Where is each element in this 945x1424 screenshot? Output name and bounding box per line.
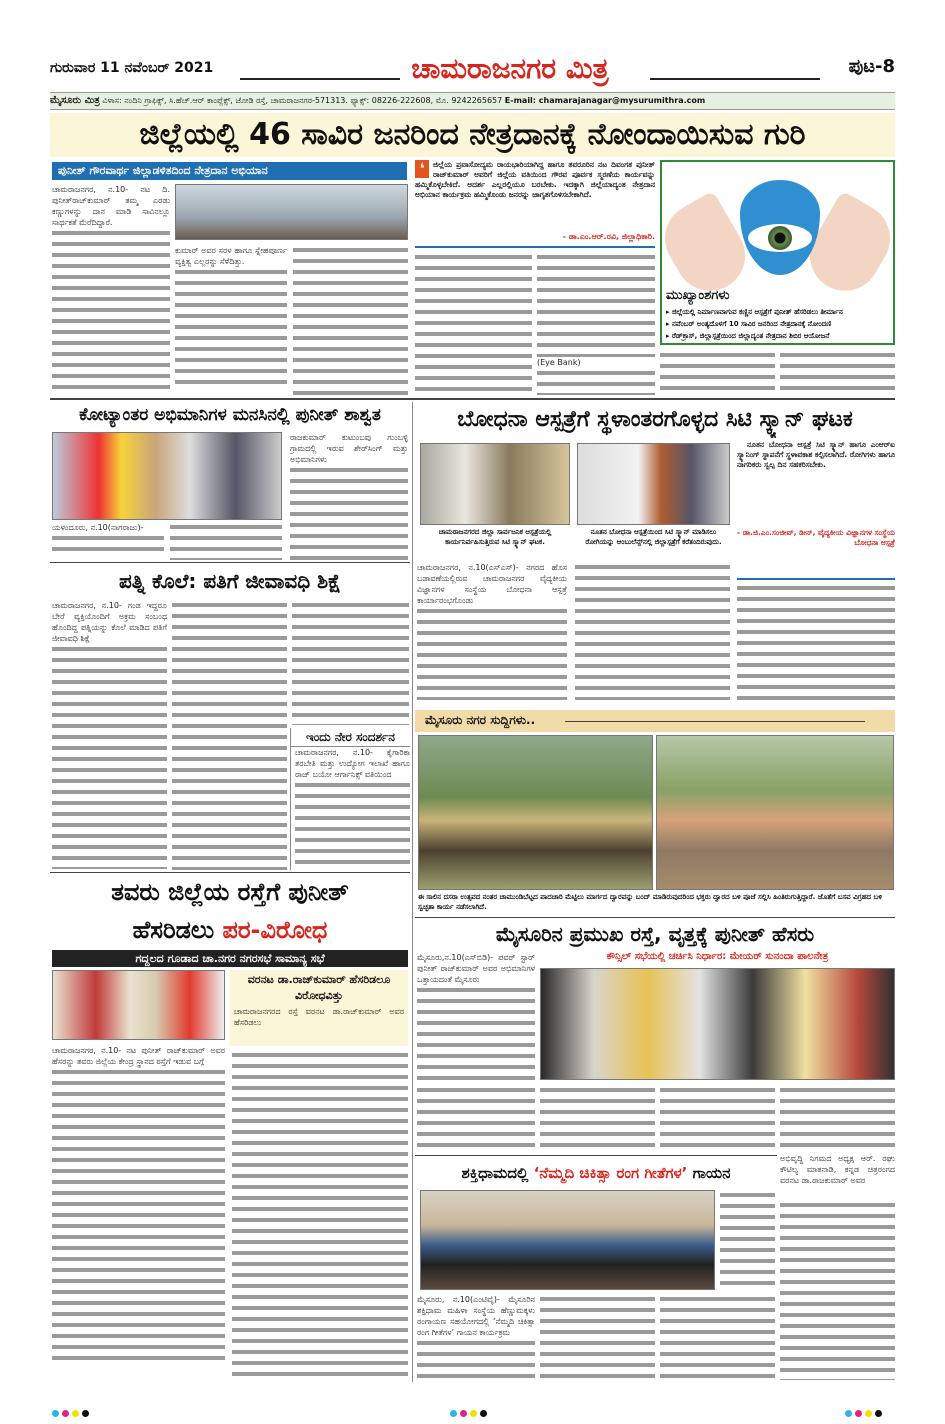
story3-headline: ಬೋಧನಾ ಆಸ್ಪತ್ರೆಗೆ ಸ್ಥಳಾಂತರಗೊಳ್ಳದ ಸಿಟಿ ಸ್ಕ್ಯಾನ್ ಘಟಕ: [457, 407, 853, 432]
headline-part: ಹೆಸರಿಡಲು: [132, 916, 215, 944]
story5-body-text: ಚಾಮರಾಜನಗರ, ನ.10- ನಟ ಪುನೀತ್ ರಾಜ್‌ಕುಮಾರ್ ಅವರ ಹೆಸರನ್ನು ತವರು ಜಿಲ್ಲೆಯ ಕೇಂದ್ರ ಸ್ಥಾನದ ರಸ್ತೆಗೆ ಇಡುವ ಬಗ್ಗೆ: [52, 1046, 225, 1066]
lead-right-col-1: [660, 350, 775, 395]
story6-col-5: [780, 1085, 895, 1151]
box-body: ಚಾಮರಾಜನಗರದ ರಸ್ತೆ ವರನಟ ಡಾ.ರಾಜ್‌ಕುಮಾರ್ ಅವರ ಹೆಸರಿಡಲು: [234, 1007, 404, 1027]
highlights-title: ಮುಖ್ಯಾಂಶಗಳು: [666, 288, 730, 303]
story4-col-3: [292, 600, 409, 725]
page-number: ಪುಟ-8: [848, 56, 895, 77]
lead-body2-text: ಕುಮಾರ್ ಅವರ ಸರಳ ಹಾಗೂ ಸ್ನೇಹಪೂರ್ಣ ವ್ಯಕ್ತಿತ್ವ ಎಲ್ಲರನ್ನು ಸೆಳೆದಿತ್ತು.: [175, 246, 287, 266]
highlight-text: ನವೆಂಬರ್ ಅಂತ್ಯದೊಳಗೆ 10 ಸಾವಿರ ಜನರಿಂದ ನೇತ್ರದಾನಕ್ಕೆ ನೋಂದಣಿ: [671, 320, 832, 328]
headline-part-red: ‘ನೆಮ್ಮದಿ ಚಿಕಿತ್ಸಾ ರಂಗ ಗೀತೆಗಳ’: [533, 1164, 688, 1182]
story6-col-2: [417, 1085, 535, 1150]
council-meeting-photo: [540, 968, 895, 1080]
nandi-steps-photo: [656, 735, 894, 890]
story7-col-2: [540, 1294, 655, 1382]
section-title: ಮೈಸೂರು ನಗರ ಸುದ್ದಿಗಳು..: [425, 713, 536, 727]
tribute-photo: [52, 432, 282, 520]
address: ವಿಳಾಸ: ನಂದಿನಿ ಗ್ರಾಫಿಕ್ಸ್, ಸಿ.ಹೆಚ್.ಆರ್ ಕಾಂಪ್ಲೆಕ್ಸ್, ಜೋಡಿ ರಸ್ತೆ, ಚಾಮರಾಜನಗರ-571313. ಫ್ಯಾಕ್ಸ್: 08226-222608, ಮೊ. 9242265657: [102, 96, 503, 105]
headline-part-red: ಪರ-ವಿರೋಧ: [222, 916, 328, 944]
singing-event-photo: [420, 1190, 715, 1290]
story2-body: [290, 432, 408, 560]
story3-col-3: [737, 583, 895, 700]
story2-body-text: ರಾಜಕುಮಾರ್ ಕುಟುಂಬವು ಗುಂಬಳ್ಳಿ ಗ್ರಾಮದಲ್ಲಿ ಇರುವ ಶೇರ್‌ಸಿಂಗ್ ಮತ್ತು ಅಭಿಮಾನಿಗಳು: [290, 433, 408, 464]
box-title: ವರನಟ ಡಾ.ರಾಜ್‌ಕುಮಾರ್ ಹೆಸರಿಡಲೂ ವಿರೋಧವಿತ್ತು: [247, 973, 391, 1002]
ct-scan-unit-photo: [420, 443, 570, 525]
quote-icon: ❛: [415, 160, 429, 178]
story5-col-2: [232, 1050, 408, 1380]
highlight-item: ▸ ಜಿಲ್ಲೆಯಲ್ಲಿ ನಿರ್ಮಾಣವಾಗುವ ಕಣ್ಣಿನ ಆಸ್ಪತ್ರೆಗೆ ಪುನೀತ್ ಹೆಸರಿಡಲು ತೀರ್ಮಾನ: [666, 308, 843, 316]
lead-headline: ಜಿಲ್ಲೆಯಲ್ಲಿ 46 ಸಾವಿರ ಜನರಿಂದ ನೇತ್ರದಾನಕ್ಕೆ ನೋಂದಾಯಿಸುವ ಗುರಿ: [50, 113, 895, 157]
story2-col-2: [170, 522, 282, 560]
story6-col-5-cont: [780, 1200, 895, 1380]
quote-text: ಜಿಲ್ಲೆಯ ಪ್ರವಾಸೋದ್ಯಮ ರಾಯಭಾರಿಯಾಗಿದ್ದ ಹಾಗೂ ತವರೂರಿನ ನಟ ದಿವಂಗತ ಪುನೀತ್ ರಾಜ್‌ಕುಮಾರ್ ಅವರಿಗೆ ಜಿಲ್ಲೆಯ ವತಿಯಿಂದ ಗೌರವ ಪೂರ್ವಕ ಸ್ಮರಣೆಯ ಕಾರ್ಯವನ್ನು ಹಮ್ಮಿಕೊಳ್ಳಬೇಕಿದೆ. ಅದರ್ಶ ಎಲ್ಲರಲ್ಲಿಯೂ ಬರಬೇಕು. ಇದಕ್ಕಾಗಿ ಜಿಲ್ಲೆಯಾದ್ಯಂತ ನೇತ್ರದಾನ ಅಭಿಯಾನ ಕಾರ್ಯಕ್ರಮ ಹಮ್ಮಿಕೊಂಡು ಜನರನ್ನು ಜಾಗೃತಗೊಳಿಸಬೇಕಾಗಿದೆ.: [415, 160, 655, 199]
story4-col-2: [172, 600, 287, 870]
lead-body-2: [175, 245, 287, 395]
mysuru-section-bar: [415, 710, 895, 732]
story2-headline: ಕೋಟ್ಯಾಂತರ ಅಭಿಮಾನಿಗಳ ಮನಸಿನಲ್ಲಿ ಪುನೀತ್ ಶಾಶ್ವತ: [79, 405, 381, 425]
side-text: ಅಭಿವೃದ್ಧಿ ನಿಗಮದ ಅಧ್ಯಕ್ಷ ಆರ್. ರಘು ಕೌಟಿಲ್ಯ ಮಾತನಾಡಿ, ಕನ್ನಡ ಚಿತ್ರರಂಗದ ವರನಟ ಡಾ.ರಾಜಕುಮಾರ್ ಅವರ: [780, 1154, 895, 1185]
quote-author: - ಡಾ.ಎಂ.ಆರ್.ರವಿ, ಜಿಲ್ಲಾಧಿಕಾರಿ.: [562, 232, 655, 241]
headline-part: ಶಕ್ತಿಧಾಮದಲ್ಲಿ: [461, 1164, 529, 1182]
quote-author: - ಡಾ.ಜಿ.ಎಂ.ಸಂಜೀವ್, ಡೀನ್, ವೈದ್ಯಕೀಯ ವಿಜ್ಞಾನಗಳ ಸಂಸ್ಥೆಯ ಬೋಧನಾ ಆಸ್ಪತ್ರೆ: [737, 528, 895, 547]
lead-subhead: ಪುನೀತ್ ಗೌರವಾರ್ಥ ಜಿಲ್ಲಾಡಳಿತದಿಂದ ನೇತ್ರದಾನ ಅಭಿಯಾನ: [52, 162, 407, 180]
highlight-text: ರೆಡ್‌ಕ್ರಾಸ್, ಜಿಲ್ಲಾಸ್ಪತ್ರೆಯಿಂದ ಜಿಲ್ಲಾದ್ಯಂತ ನೇತ್ರದಾನ ಶಿಬಿರ ಆಯೋಜನೆ: [671, 332, 830, 340]
story3-quote: [737, 440, 895, 575]
highlights-box: [660, 160, 895, 345]
story5-bar: ಗದ್ದಲದ ಗೂಡಾದ ಚಾ.ನಗರ ನಗರಸಭೆ ಸಾಮಾನ್ಯ ಸಭೆ: [52, 950, 408, 967]
lead-right-col-2: [780, 350, 895, 395]
quote-block: [415, 160, 655, 230]
ambulance-photo: [577, 443, 730, 525]
lead-middle-col-2: [537, 252, 655, 395]
story7-col-3: [660, 1294, 775, 1382]
highlight-item: ▸ ರೆಡ್‌ಕ್ರಾಸ್, ಜಿಲ್ಲಾಸ್ಪತ್ರೆಯಿಂದ ಜಿಲ್ಲಾದ್ಯಂತ ನೇತ್ರದಾನ ಶಿಬಿರ ಆಯೋಜನೆ: [666, 332, 830, 340]
highlight-item: ▸ ನವೆಂಬರ್ ಅಂತ್ಯದೊಳಗೆ 10 ಸಾವಿರ ಜನರಿಂದ ನೇತ್ರದಾನಕ್ಕೆ ನೋಂದಣಿ: [666, 320, 832, 328]
lead-body-3: [293, 245, 408, 395]
story7-body-text: ಮೈಸೂರು, ನ.10(ಎಂಟಿವೈ)- ಮೈಸೂರಿನ ಶಕ್ತಿಧಾಮ ಮಹಿಳಾ ಸಂಸ್ಥೆಯ ಹೆಣ್ಣುಮಕ್ಕಳು ರಂಗಾಯಣ ಸಹಯೋಗದಲ್ಲಿ ‘ನೆಮ್ಮದಿ ಚಿಕಿತ್ಸಾ ರಂಗ ಗೀತೆಗಳ’ ಗಾಯನ ಕಾರ್ಯಕ್ರಮ: [417, 1295, 535, 1337]
story6-side-text: [780, 1153, 895, 1197]
story7-headline: [415, 1158, 777, 1188]
story6-headline: ಮೈಸೂರಿನ ಪ್ರಮುಖ ರಸ್ತೆ, ವೃತ್ತಕ್ಕೆ ಪುನೀತ್ ಹೆಸರು: [495, 922, 815, 946]
story6-subhead: ಕೌನ್ಸಿಲ್ ಸಭೆಯಲ್ಲಿ ಚರ್ಚಿಸಿ ನಿರ್ಧಾರ: ಮೇಯರ್ ಸುನಂದಾ ಪಾಲನೇತ್ರ: [606, 951, 829, 962]
meeting-photo: [175, 184, 408, 240]
story6-body-text: ಮೈಸೂರು,ನ.10(ಎಸ್‌ಬಿಡಿ)- ಪವರ್ ಸ್ಟಾರ್ ಪುನೀತ್ ರಾಜ್‌ಕುಮಾರ್ ಅವರ ಅಭಿಮಾನಿಗಳ ಒತ್ತಾಯದಂತೆ ಮೈಸೂರು: [417, 953, 535, 984]
eye-bank-label: (Eye Bank): [537, 358, 581, 367]
story5-headline-line2: [50, 912, 410, 948]
quote-text: ನೂತನ ಬೋಧನಾ ಆಸ್ಪತ್ರೆ ಸಿಟಿ ಸ್ಕ್ಯಾನ್ ಹಾಗೂ ಎಂಆರ್‌ಐ ಸ್ಕ್ಯಾನಿಂಗ್ ಸ್ಥಾಪನೆಗೆ ಸ್ಥಳಾವಕಾಶ ಕಲ್ಪಿಸಲಾಗಿದೆ. ರೋಗಿಗಳು ಹಾಗೂ ನಾಗರಿಕರು ಸ್ವಲ್ಪ ದಿನ ಸಹಕರಿಸಬೇಕು.: [737, 440, 895, 469]
registration-marks-left: [52, 1402, 92, 1421]
story5-headline-line1: ತವರು ಜಿಲ್ಲೆಯ ರಸ್ತೆಗೆ ಪುನೀತ್: [111, 878, 349, 906]
caption-ambulance: ನೂತನ ಬೋಧನಾ ಆಸ್ಪತ್ರೆಯಿಂದ ಸಿಟಿ ಸ್ಕ್ಯಾನ್ ಮಾಡಿಸಲು ರೋಗಿಯನ್ನು ಆಂಬುಲೆನ್ಸ್‌ನಲ್ಲಿ ಜಿಲ್ಲಾಸ್ಪತ್ರೆಗೆ ಕರೆತಂದಿರುವುದು.: [585, 528, 722, 546]
story3-body-text: ಚಾಮರಾಜನಗರ, ನ.10(ಎಸ್‌ಎಸ್)- ನಗರದ ಹೊಸ ಬಡಾವಣೆಯಲ್ಲಿರುವ ಚಾಮರಾಜನಗರ ವೈದ್ಯಕೀಯ ವಿಜ್ಞಾನಗಳ ಸಂಸ್ಥೆಯ ಬೋಧನಾ ಆಸ್ಪತ್ರೆ ಕಾರ್ಯಾರಂಭಗೊಂಡು: [417, 563, 567, 605]
brand: ಮೈಸೂರು ಮಿತ್ರ: [50, 95, 100, 106]
highlight-text: ಜಿಲ್ಲೆಯಲ್ಲಿ ನಿರ್ಮಾಣವಾಗುವ ಕಣ್ಣಿನ ಆಸ್ಪತ್ರೆಗೆ ಪುನೀತ್ ಹೆಸರಿಡಲು ತೀರ್ಮಾನ: [671, 308, 843, 316]
story4-col-1: [52, 600, 167, 870]
masthead: [50, 52, 895, 92]
mysuru-caption: ಈ ಸಾಲಿನ ದಸರಾ ಉತ್ಸವದ ನಂತರ ಚಾಮುಂಡಿಬೆಟ್ಟದ ಪಾದಚಾರಿ ಮೆಟ್ಟಿಲು ಮಾರ್ಗದ ದ್ವಾರವನ್ನು ಬಂದ್ ಮಾಡಿರುವುದರಿಂದ ಭಕ್ತರು ದ್ವಾರದ ಬಳಿ ಪೂಜೆ ಸಲ್ಲಿಸಿ ಹಿಂತಿರುಗುತ್ತಿದ್ದಾರೆ. ಜೊತೆಗೆ ಬಸವ ವಿಗ್ರಹದ ಬಳಿ ಸ್ವಚ್ಛತಾ ಕಾರ್ಯ ನಡೆಸಲಾಗಿದೆ.: [418, 893, 883, 911]
story3-col-2: [575, 562, 730, 700]
story6-col-1: [417, 952, 535, 1082]
headline-part: ಗಾಯನ: [692, 1164, 731, 1182]
council-members-photo: [52, 970, 225, 1040]
chamundi-gate-photo: [418, 735, 653, 890]
newspaper-title: ಚಾಮರಾಜನಗರ ಮಿತ್ರ: [411, 52, 609, 85]
lead-quote: [415, 160, 655, 245]
story7-col-1: [417, 1294, 535, 1382]
registration-marks-center: [450, 1402, 490, 1421]
story6-col-4: [660, 1085, 775, 1150]
lead-middle-col-1: [415, 252, 532, 395]
story4-body-text: ಚಾಮರಾಜನಗರ, ನ.10- ಗಂಡ ಇದ್ದರೂ ಬೇರೆ ವ್ಯಕ್ತಿಯೊಂದಿಗೆ ಅಕ್ರಮ ಸಂಬಂಧ ಹೊಂದಿದ್ದ ಪತ್ನಿಯನ್ನು ಕೊಲೆ ಮಾಡಿದ ಪತಿಗೆ ಜೀವಾವಧಿ ಶಿಕ್ಷೆ: [52, 601, 167, 643]
email-link[interactable]: E-mail: chamarajanagar@mysurumithra.com: [504, 96, 706, 105]
interview-body: ಚಾಮರಾಜನಗರ, ನ.10- ಕೈಗಾರಿಕಾ ತರಬೇತಿ ಮತ್ತು ಉದ್ಯೋಗ ಇಲಾಖೆ ಹಾಗೂ ರಾಜ್ ಬಯೋ ಆರ್ಗಾನಿಕ್ಸ್ ವತಿಯಿಂದ: [295, 748, 410, 779]
info-bar: [50, 92, 895, 110]
caption-ct-unit: ಚಾಮರಾಜನಗರದ ಜಿಲ್ಲಾ ಸಾರ್ವಜನಿಕ ಆಸ್ಪತ್ರೆಯಲ್ಲಿ ಕಾರ್ಯನಿರ್ವಹಿಸುತ್ತಿರುವ ಸಿಟಿ ಸ್ಕ್ಯಾನ್ ಘಟಕ.: [438, 528, 552, 546]
story5-col-1: [52, 1045, 225, 1380]
rajkumar-box: [230, 970, 408, 1046]
story6-col-3: [540, 1085, 655, 1150]
lead-body: [52, 184, 170, 394]
story2-col-1: [52, 522, 164, 560]
interview-title: ಇಂದು ನೇರ ಸಂದರ್ಶನ: [291, 728, 410, 747]
story7-side: [720, 1190, 775, 1290]
story4-headline: ಪತ್ನಿ ಕೊಲೆ: ಪತಿಗೆ ಜೀವಾವಧಿ ಶಿಕ್ಷೆ: [118, 569, 342, 593]
story2-dateline: ಯಳಂದೂರು, ನ.10(ನಾಗರಾಜು)-: [52, 523, 144, 532]
lead-body-text: ಚಾಮರಾಜನಗರ, ನ.10- ನಟ ದಿ. ಪುನೀತ್‌ರಾಜ್‌ಕುಮಾರ್ ತಮ್ಮ ಎರಡು ಕಣ್ಣುಗಳನ್ನು ದಾನ ಮಾಡಿ ಸಾವಿನಲ್ಲೂ ಸಾರ್ಥಕತೆ ಮೆರೆದಿದ್ದಾರೆ.: [52, 185, 170, 227]
story3-body: [417, 562, 567, 700]
issue-date: ಗುರುವಾರ 11 ನವೆಂಬರ್ 2021: [50, 60, 214, 76]
interview-box: [290, 728, 410, 870]
registration-marks-right: [845, 1402, 885, 1421]
